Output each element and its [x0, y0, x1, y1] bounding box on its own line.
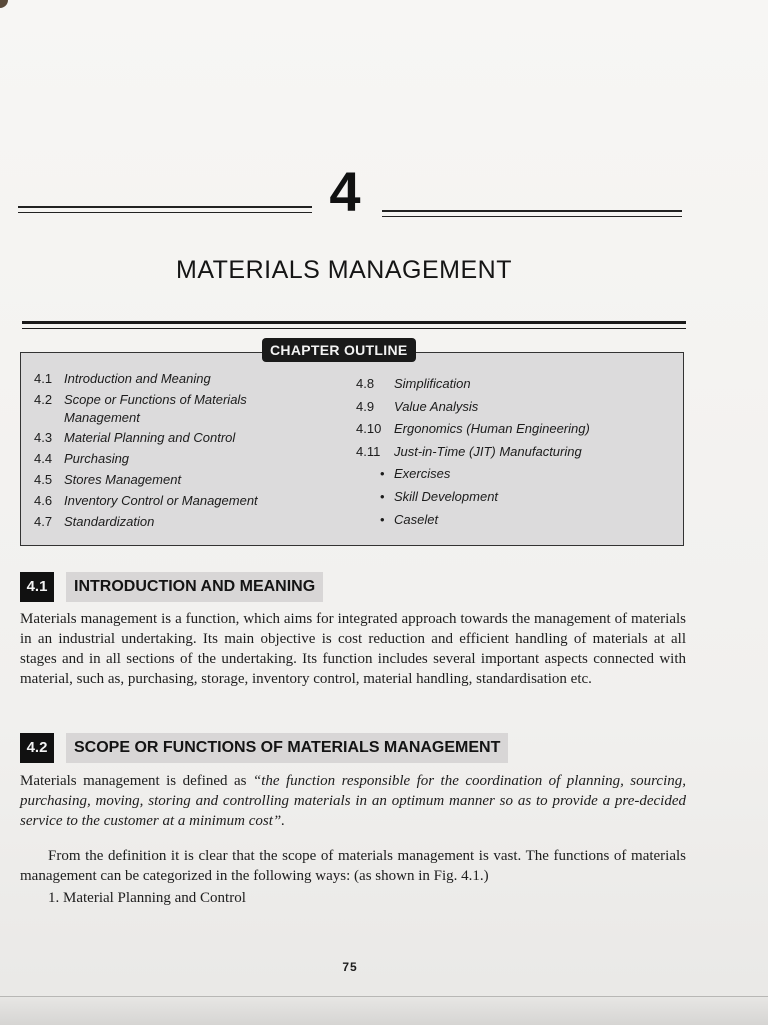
section-paragraph: Materials management is a function, which aims for integrated approach towards the management of materials in an industrial undertaking. Its main objective is cost reduction and efficient handling of materials at all stages and in all sections of the undertaking. Its function includes several important aspects connected with material, such as, purchasing, storage, inventory control, material handling, standardisation etc. — [20, 611, 686, 687]
outline-item — [356, 373, 676, 396]
outline-item-label: Inventory Control or Management — [64, 493, 258, 508]
outline-item-number: 4.7 — [34, 514, 53, 529]
outline-right-column — [356, 373, 676, 531]
list-item-number: 1. — [48, 890, 60, 906]
outline-item-label: Standardization — [64, 514, 155, 529]
outline-item-number: 4.11 — [356, 443, 381, 459]
outline-item-label: Just-in-Time (JIT) Manufacturing — [394, 443, 582, 459]
outline-item-label: Material Planning and Control — [64, 430, 236, 445]
list-item — [48, 888, 648, 908]
outline-item-number: 4.6 — [34, 493, 53, 508]
outline-item-label: Caselet — [394, 511, 439, 527]
outline-item-number: 4.5 — [34, 472, 53, 487]
outline-item-label: Ergonomics (Human Engineering) — [394, 421, 590, 437]
title-rule — [22, 321, 686, 324]
chapter-title: MATERIALS MANAGEMENT — [176, 256, 512, 284]
section-paragraph: From the definition it is clear that the scope of materials management is vast. The functions of materials management can be categorized in the following ways: (as shown in Fig. 4.1.) — [20, 848, 686, 884]
definition-quote: “the function responsible for the coordination of planning, sourcing, purchasing, moving, storing and controlling materials in an optimum manner so as to provide a pre-decided service to the customer at a minimum cost”. — [20, 773, 686, 829]
bullet-icon: • — [380, 466, 385, 482]
outline-item-number: 4.10 — [356, 421, 382, 437]
outline-item — [34, 368, 304, 389]
chapter-number-row — [18, 162, 684, 222]
chapter-number: 4 — [329, 160, 361, 223]
page-number: 75 — [342, 960, 358, 974]
outline-item — [34, 490, 304, 511]
outline-item-number: 4.2 — [34, 392, 53, 407]
chapter-rule-right — [382, 210, 682, 212]
outline-item — [34, 469, 304, 490]
outline-item — [356, 509, 676, 532]
outline-item — [356, 463, 676, 486]
list-item-label: Material Planning and Control — [63, 890, 246, 906]
outline-item-number: 4.8 — [356, 376, 375, 391]
outline-item-label: Value Analysis — [394, 398, 479, 414]
outline-item-number: 4.3 — [34, 430, 53, 445]
definition-paragraph — [20, 771, 686, 831]
outline-item — [356, 486, 676, 509]
outline-item-label: Exercises — [394, 466, 451, 482]
outline-item — [356, 418, 676, 441]
chapter-outline-badge: CHAPTER OUTLINE — [262, 338, 416, 362]
section-title: INTRODUCTION AND MEANING — [66, 572, 323, 602]
next-page-edge — [0, 996, 768, 1025]
section-number-badge: 4.1 — [20, 572, 54, 602]
bullet-icon: • — [380, 488, 385, 504]
page-corner-shadow — [0, 0, 8, 8]
outline-item-label: Simplification — [394, 376, 471, 391]
outline-item-number: 4.4 — [34, 451, 53, 466]
outline-item — [356, 441, 676, 464]
bullet-icon: • — [380, 511, 385, 527]
outline-item-label: Introduction and Meaning — [64, 371, 211, 386]
outline-left-column — [34, 368, 304, 532]
outline-item-label: Scope or Functions of Materials Management — [64, 392, 247, 425]
outline-item-number: 4.1 — [34, 371, 53, 386]
section-title: SCOPE OR FUNCTIONS OF MATERIALS MANAGEMENT — [66, 733, 508, 763]
outline-item-label: Stores Management — [64, 472, 182, 487]
chapter-rule-left — [18, 206, 312, 208]
definition-intro: Materials management is defined as — [20, 773, 253, 789]
section-number-badge: 4.2 — [20, 733, 54, 763]
outline-item-number: 4.9 — [356, 398, 375, 414]
outline-item-label: Purchasing — [64, 451, 130, 466]
outline-item — [34, 389, 304, 427]
outline-item — [34, 448, 304, 469]
outline-item — [34, 427, 304, 448]
outline-item-label: Skill Development — [394, 488, 499, 504]
outline-item — [34, 511, 304, 532]
outline-item — [356, 396, 676, 419]
